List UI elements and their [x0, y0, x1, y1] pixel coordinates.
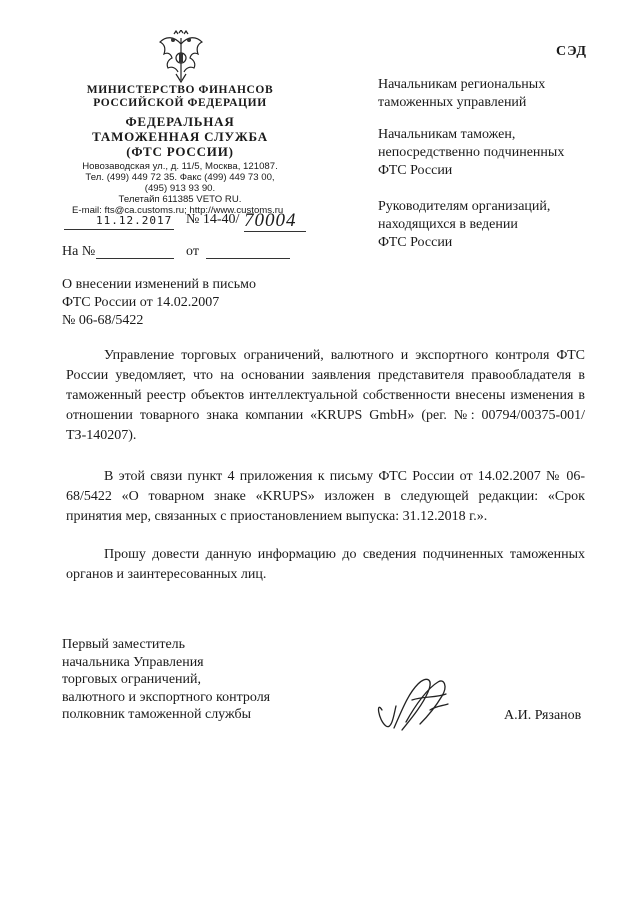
- recipient-1-line-1: Начальникам региональных: [378, 77, 546, 92]
- double-headed-eagle-emblem-icon: [156, 30, 206, 84]
- recipient-3-line-1: Руководителям организаций,: [378, 199, 551, 214]
- date-underline: [64, 229, 174, 230]
- body-paragraph-1: Управление торговых ограничений, валютного и экспортного контроля ФТС России уведомляет, что на основании заявления представителя правообладателя в таможенный реестр объектов интеллектуальной собственности внесены изменения в отношении товарного знака компании «KRUPS GmbH» (рег. №: 00794/00375-001/ТЗ-140207).: [66, 348, 585, 443]
- service-line-1: ФЕДЕРАЛЬНАЯ: [125, 114, 235, 129]
- body-paragraph-1-block: [66, 346, 585, 446]
- recipient-block-1: [378, 76, 545, 112]
- address-line-1: Новозаводская ул., д. 11/5, Москва, 121087.: [82, 161, 278, 172]
- service-line-2: ТАМОЖЕННАЯ СЛУЖБА: [92, 129, 268, 144]
- position-line-3: торговых ограничений,: [62, 672, 202, 687]
- body-paragraph-3: Прошу довести данную информацию до сведения подчиненных таможенных органов и заинтересованных лиц.: [66, 547, 585, 582]
- subject-line-1: О внесении изменений в письмо: [62, 277, 256, 292]
- body-paragraph-3-block: [66, 545, 585, 585]
- handwritten-signature-icon: [372, 670, 462, 738]
- number-underline: [244, 231, 306, 232]
- ministry-name: [60, 84, 300, 110]
- registration-date: 11.12.2017: [96, 214, 173, 227]
- signer-position: [62, 636, 270, 724]
- registration-number-prefix: № 14-40/: [186, 212, 240, 227]
- recipient-2-line-1: Начальникам таможен,: [378, 127, 516, 142]
- position-line-4: валютного и экспортного контроля: [62, 689, 271, 705]
- recipient-2-line-3: ФТС России: [378, 163, 453, 178]
- position-line-1: Первый заместитель: [62, 637, 186, 652]
- recipient-block-2: [378, 126, 564, 180]
- recipient-3-line-3: ФТС России: [378, 235, 453, 250]
- ref-number-label: На №: [62, 244, 96, 259]
- registration-number-handwritten: 70004: [244, 210, 297, 231]
- ref-number-underline: [96, 258, 174, 259]
- ministry-line-1: МИНИСТЕРСТВО ФИНАНСОВ: [86, 84, 274, 96]
- ministry-line-2: РОССИЙСКОЙ ФЕДЕРАЦИИ: [93, 97, 267, 109]
- ref-date-label: от: [186, 244, 199, 259]
- recipient-block-3: [378, 198, 550, 252]
- contact-details: [60, 161, 300, 216]
- address-line-4: Телетайп 611385 VETO RU.: [118, 194, 242, 205]
- recipient-2-line-2: непосредственно подчиненных: [378, 145, 565, 160]
- subject-block: [62, 276, 256, 330]
- address-line-2: Тел. (499) 449 72 35. Факс (499) 449 73 00,: [85, 172, 275, 183]
- recipient-1-line-2: таможенных управлений: [378, 95, 527, 110]
- signer-name: А.И. Рязанов: [504, 708, 582, 723]
- recipient-3-line-2: находящихся в ведении: [378, 217, 518, 232]
- sed-label: СЭД: [556, 44, 588, 59]
- ref-date-underline: [206, 258, 290, 259]
- subject-line-3: № 06-68/5422: [62, 313, 144, 328]
- position-line-2: начальника Управления: [62, 654, 204, 670]
- body-paragraph-2-block: [66, 467, 585, 527]
- address-line-3: (495) 913 93 90.: [144, 183, 216, 194]
- service-name: [60, 114, 300, 159]
- body-paragraph-2: В этой связи пункт 4 приложения к письму ФТС России от 14.02.2007 № 06-68/5422 «О товарном знаке «KRUPS» изложен в следующей редакции: «Срок принятия мер, связанных с приостановлением выпуска: 31.12.2018 г.».: [66, 469, 585, 524]
- subject-line-2: ФТС России от 14.02.2007: [62, 295, 220, 310]
- service-line-3: (ФТС РОССИИ): [126, 144, 234, 159]
- email-line: E-mail: fts@ca.customs.ru; http://www.customs.ru: [72, 205, 284, 216]
- position-line-5: полковник таможенной службы: [62, 707, 252, 722]
